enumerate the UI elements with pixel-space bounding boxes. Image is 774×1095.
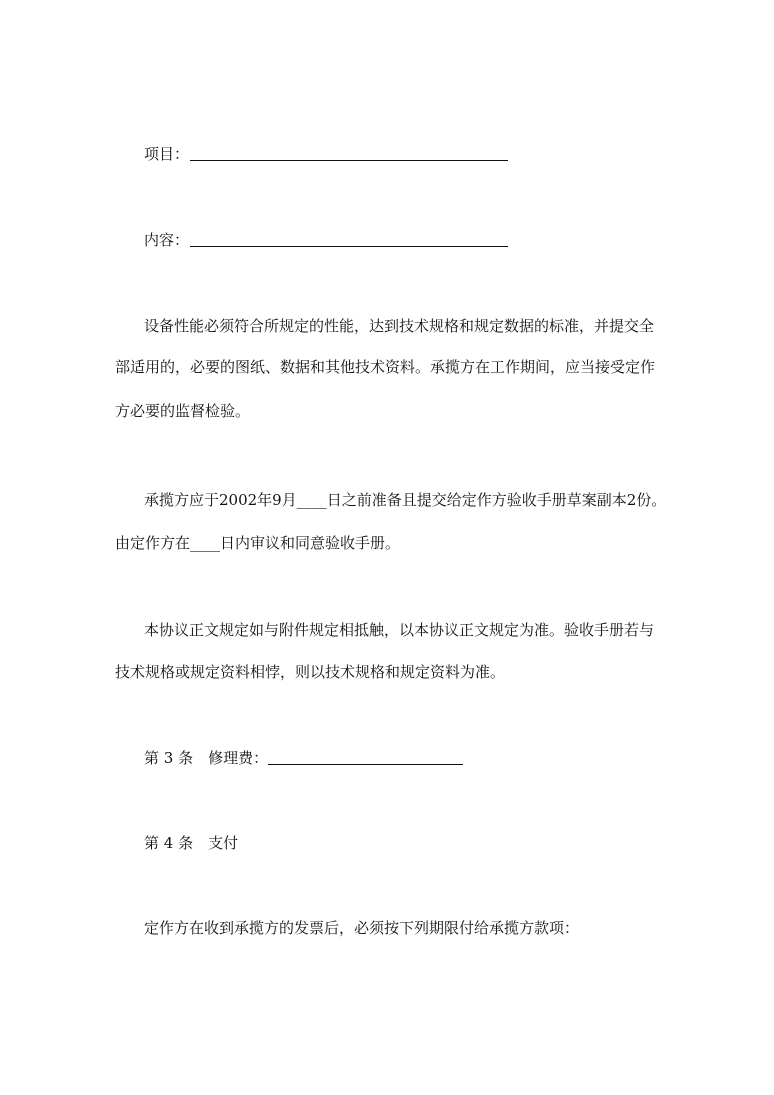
- article-3-label: 第 3 条 修理费：: [144, 749, 269, 767]
- paragraph-2-line-2: 由定作方在____日内审议和同意验收手册。: [115, 534, 401, 552]
- project-label: 项目：: [144, 145, 190, 163]
- paragraph-2-line-1: 承揽方应于2002年9月____日之前准备且提交给定作方验收手册草案副本2份。: [144, 491, 667, 509]
- article-3-underline: [268, 764, 463, 765]
- paragraph-1-line-1: 设备性能必须符合所规定的性能，达到技术规格和规定数据的标准，并提交全: [144, 317, 655, 335]
- project-underline: [190, 160, 508, 161]
- paragraph-3-line-2: 技术规格或规定资料相悖，则以技术规格和规定资料为准。: [115, 663, 506, 681]
- article-4-heading: 第 4 条 支付: [144, 834, 239, 852]
- paragraph-1-line-2: 部适用的，必要的图纸、数据和其他技术资料。承揽方在工作期间，应当接受定作: [115, 358, 656, 376]
- content-label: 内容：: [144, 231, 190, 249]
- paragraph-1-line-3: 方必要的监督检验。: [115, 402, 251, 420]
- payment-terms-line: 定作方在收到承揽方的发票后，必须按下列期限付给承揽方款项：: [144, 919, 580, 937]
- content-underline: [190, 246, 508, 247]
- paragraph-3-line-1: 本协议正文规定如与附件规定相抵触，以本协议正文规定为准。验收手册若与: [144, 621, 655, 639]
